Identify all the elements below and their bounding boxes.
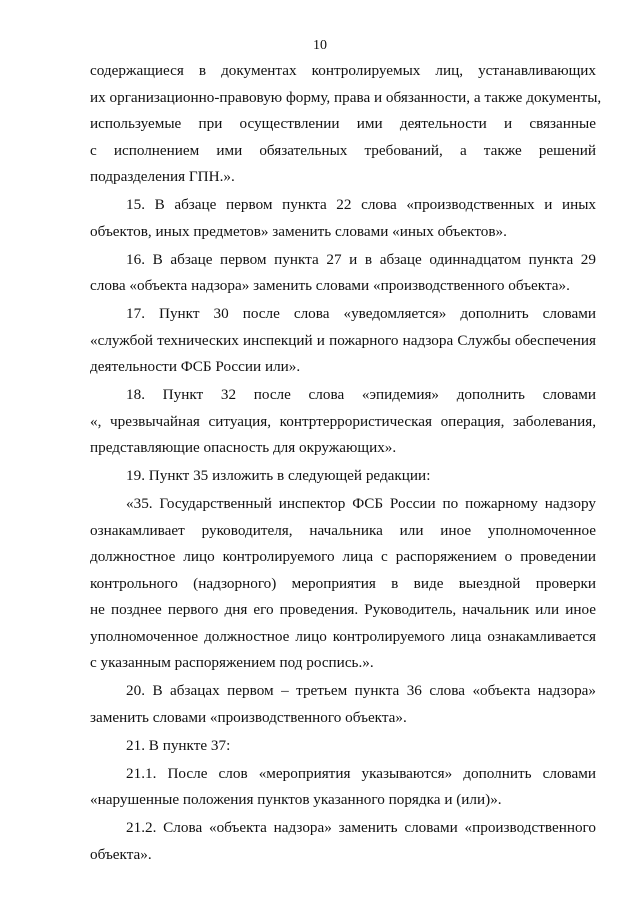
paragraph-p-18 xyxy=(90,382,596,462)
text-line: должностное лицо контролируемого лица с распоряжением о проведении xyxy=(90,548,596,565)
paragraph-p-17 xyxy=(90,301,596,381)
paragraph-p-19 xyxy=(90,463,596,490)
text-line: «службой технических инспекций и пожарного надзора Службы обеспечения xyxy=(90,331,596,349)
text-line: 21.2. Слова «объекта надзора» заменить словами «производственного xyxy=(126,819,596,836)
paragraph-gap xyxy=(90,868,596,870)
text-line: с исполнением ими обязательных требований, а также решений xyxy=(90,141,596,159)
text-line: «нарушенные положения пунктов указанного порядка и (или)». xyxy=(90,791,502,808)
text-line: 21. В пункте 37: xyxy=(126,736,231,754)
paragraph-p-21-2 xyxy=(90,815,596,868)
text-line: содержащиеся в документах контролируемых лиц, устанавливающих xyxy=(90,62,596,79)
paragraph-p-21 xyxy=(90,733,596,760)
text-line: их организационно-правовую форму, права и обязанности, а также документы, xyxy=(90,88,602,106)
text-line: контрольного (надзорного) мероприятия в виде выездной проверки xyxy=(90,574,596,592)
text-line: 17. Пункт 30 после слова «уведомляется» дополнить словами xyxy=(126,305,596,322)
text-line: представляющие опасность для окружающих». xyxy=(90,439,397,456)
text-line: используемые при осуществлении ими деятельности и связанные xyxy=(90,115,596,132)
text-line: 19. Пункт 35 изложить в следующей редакции: xyxy=(126,467,431,484)
text-line: подразделения ГПН.». xyxy=(90,168,235,185)
text-line: 16. В абзаце первом пункта 27 и в абзаце одиннадцатом пункта 29 xyxy=(126,250,596,268)
paragraph-p-20 xyxy=(90,678,596,731)
text-line: слова «объекта надзора» заменить словами «производственного объекта». xyxy=(90,277,570,294)
paragraph-p-15 xyxy=(90,192,596,245)
text-line: ознакамливает руководителя, начальника или иное уполномоченное xyxy=(90,521,596,539)
text-line: заменить словами «производственного объекта». xyxy=(90,708,407,726)
text-line: 21.1. После слов «мероприятия указываются» дополнить словами xyxy=(126,764,596,782)
text-line: 18. Пункт 32 после слова «эпидемия» дополнить словами xyxy=(126,386,596,403)
text-line: «35. Государственный инспектор ФСБ России по пожарному надзору xyxy=(126,495,596,512)
text-line: 20. В абзацах первом – третьем пункта 36 слова «объекта надзора» xyxy=(126,682,596,699)
paragraph-p-35 xyxy=(90,491,596,677)
text-line: «, чрезвычайная ситуация, контртеррористическая операция, заболевания, xyxy=(90,412,596,430)
page-number: 10 xyxy=(313,38,327,53)
paragraph-p-intro xyxy=(90,58,602,191)
document-body xyxy=(90,58,602,870)
text-line: деятельности ФСБ России или». xyxy=(90,358,301,375)
text-line: уполномоченное должностное лицо контролируемого лица ознакамливается xyxy=(90,627,596,645)
paragraph-p-21-1 xyxy=(90,761,596,814)
text-line: с указанным распоряжением под роспись.». xyxy=(90,654,374,671)
text-line: объекта». xyxy=(90,845,152,863)
text-line: объектов, иных предметов» заменить словами «иных объектов». xyxy=(90,222,507,240)
text-line: не позднее первого дня его проведения. Руководитель, начальник или иное xyxy=(90,601,596,618)
paragraph-p-16 xyxy=(90,247,596,300)
text-line: 15. В абзаце первом пункта 22 слова «производственных и иных xyxy=(126,196,596,213)
